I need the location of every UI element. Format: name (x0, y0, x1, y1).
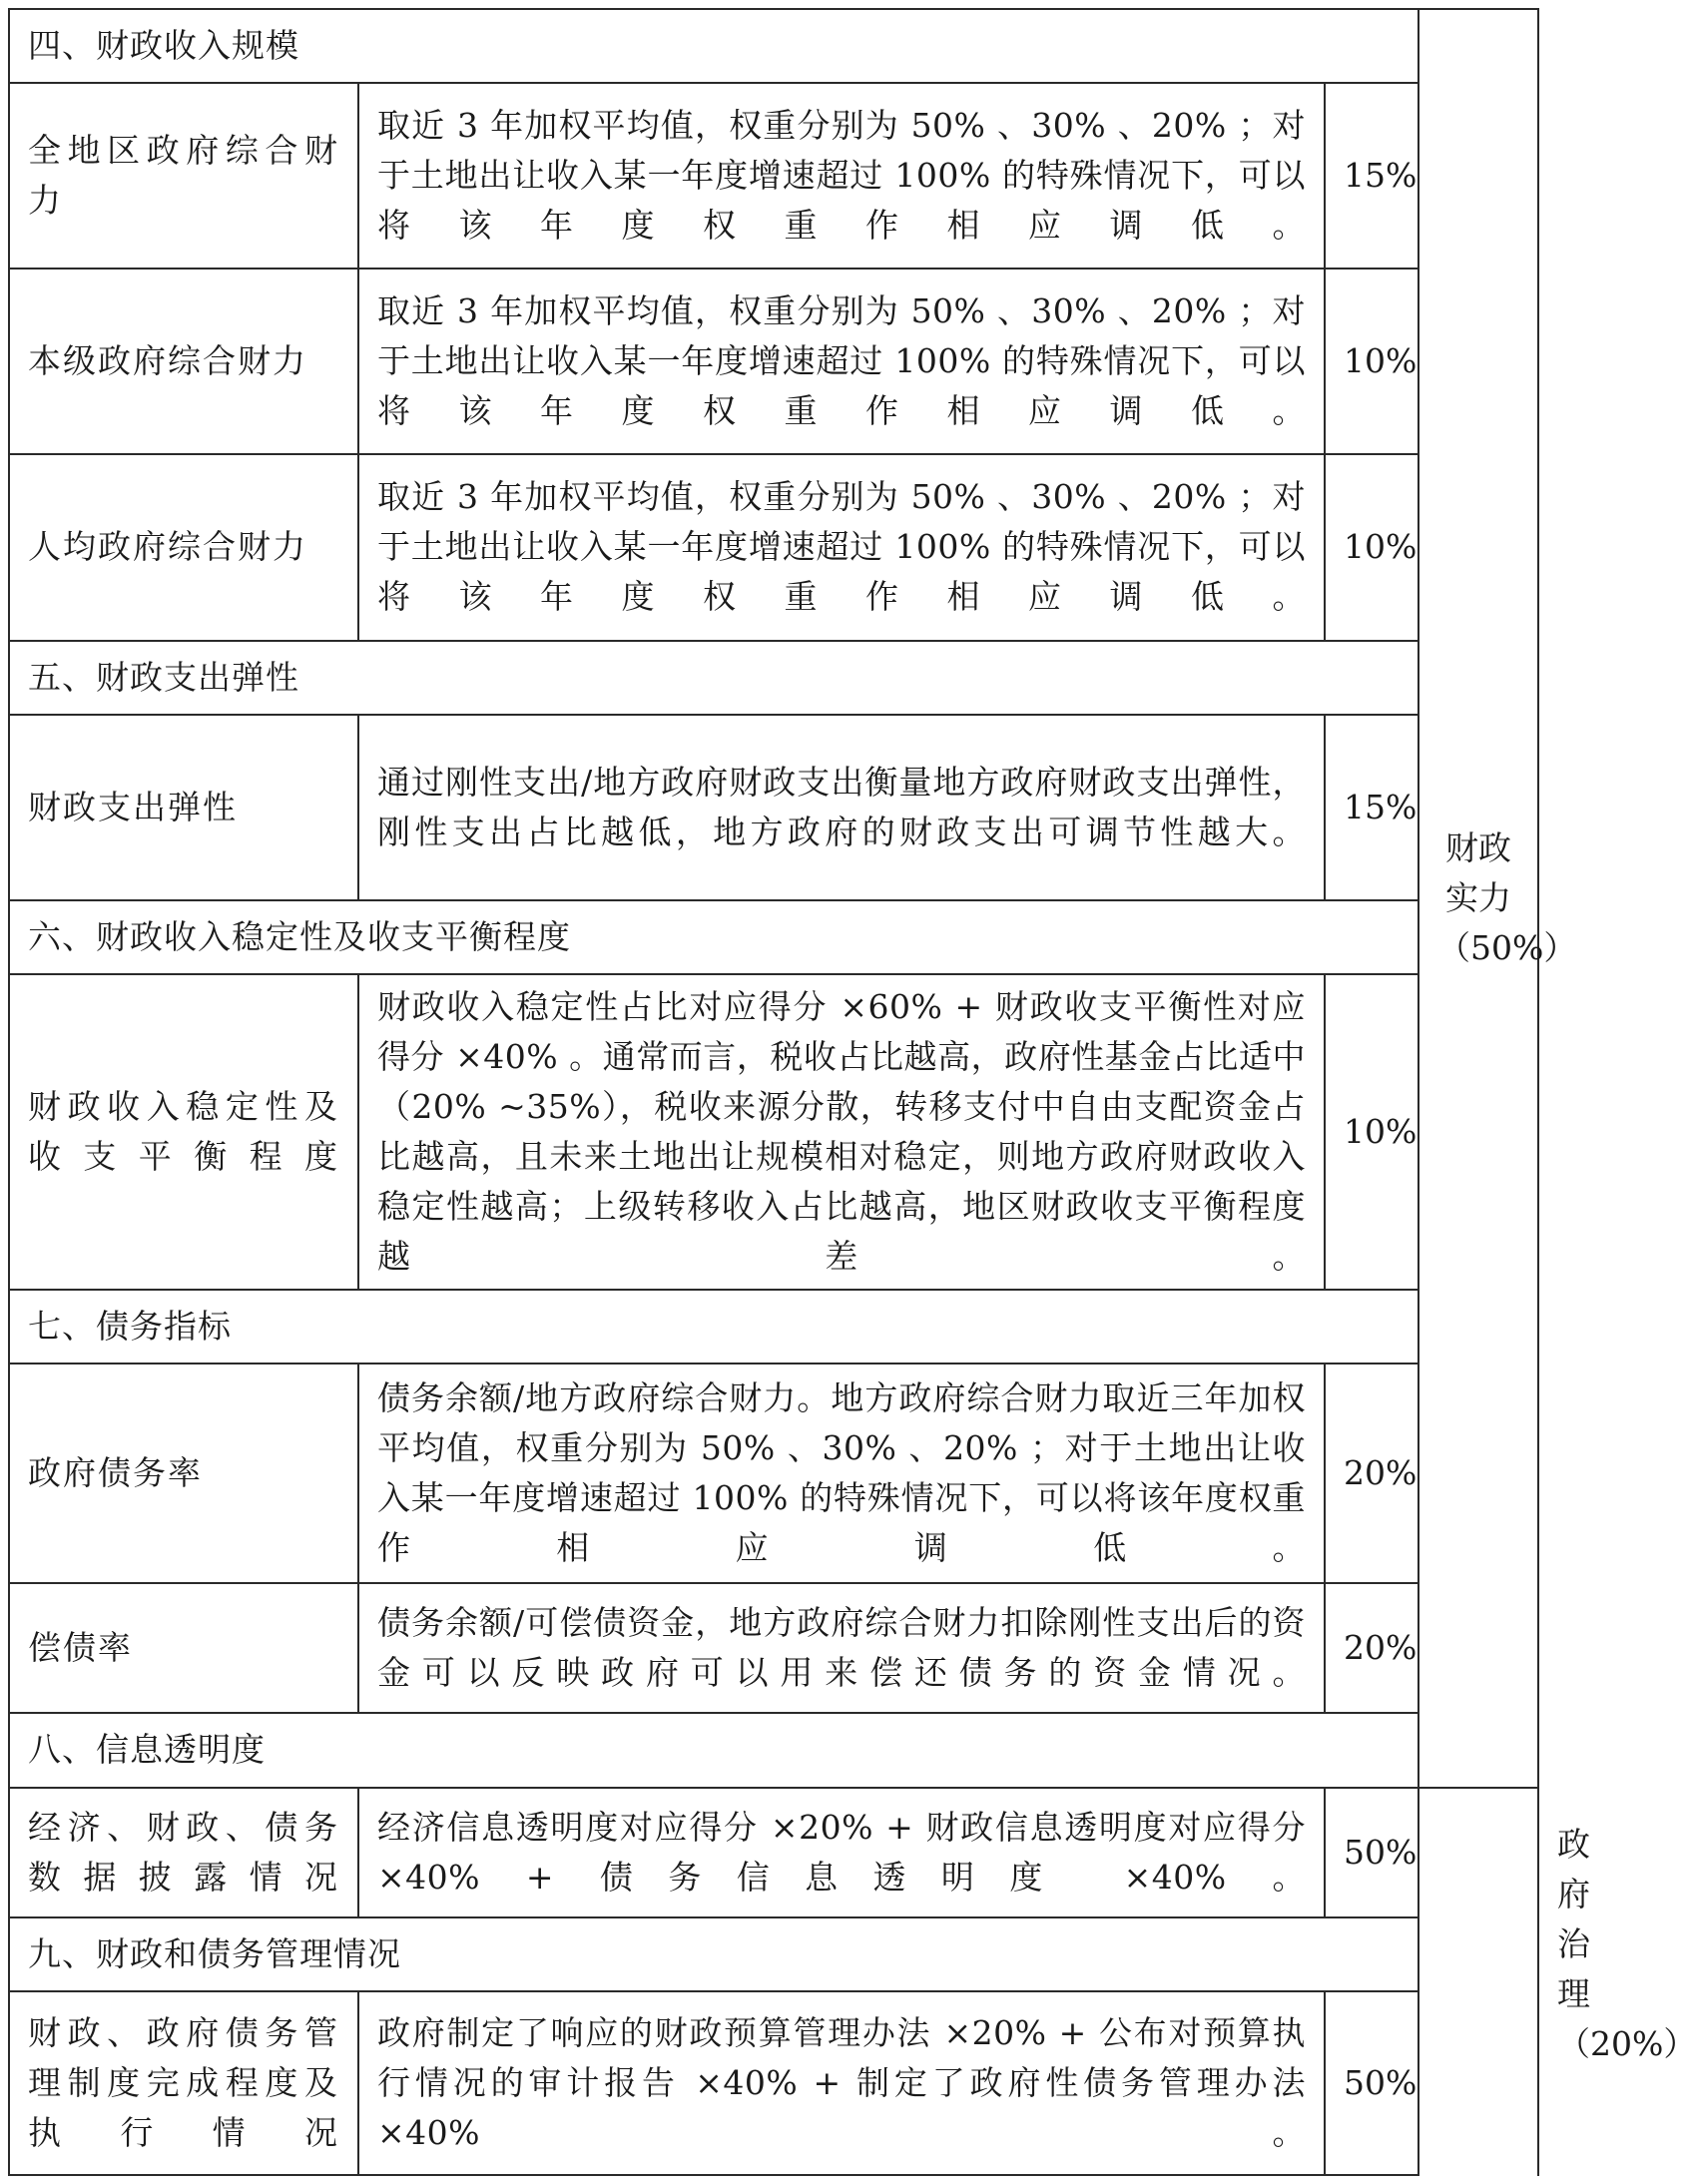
table-row (9, 715, 1538, 900)
section-header-row (9, 641, 1538, 715)
table-row (9, 454, 1538, 640)
indicator-description: 取近 3 年加权平均值，权重分别为 50% 、30% 、20% ；对于土地出让收入某一年度增速超过 100% 的特殊情况下，可以将该年度权重作相应调低。 (358, 83, 1325, 269)
indicator-name: 政府债务率 (9, 1364, 358, 1583)
indicator-description: 通过刚性支出/地方政府财政支出衡量地方政府财政支出弹性，刚性支出占比越低，地方政府的财政支出可调节性越大。 (358, 715, 1325, 900)
indicator-weight: 15% (1325, 715, 1418, 900)
indicator-name: 经济、财政、债务数据披露情况 (9, 1788, 358, 1917)
indicator-weight: 10% (1325, 269, 1418, 454)
section-header-row (9, 1917, 1538, 1991)
category-fiscal-strength (1418, 9, 1577, 1788)
indicator-weight: 20% (1325, 1364, 1418, 1583)
indicator-description: 债务余额/地方政府综合财力。地方政府综合财力取近三年加权平均值，权重分别为 50% 、30% 、20% ；对于土地出让收入某一年度增速超过 100% 的特殊情况下，可以将该年度权重作相应调低。 (358, 1364, 1325, 1583)
section-header-row (9, 9, 1538, 83)
indicator-weight: 20% (1325, 1583, 1418, 1713)
section-title: 八、信息透明度 (9, 1713, 1418, 1787)
category-weight: （50%） (1437, 927, 1577, 967)
table-row (9, 83, 1538, 269)
table-row (9, 1788, 1538, 1917)
table-row (9, 269, 1538, 454)
section-title: 九、财政和债务管理情况 (9, 1917, 1418, 1991)
table-row (9, 1583, 1538, 1713)
category-label: 财政 (1445, 827, 1512, 867)
indicator-description: 取近 3 年加权平均值，权重分别为 50% 、30% 、20% ；对于土地出让收入某一年度增速超过 100% 的特殊情况下，可以将该年度权重作相应调低。 (358, 269, 1325, 454)
indicator-name: 财政、政府债务管理制度完成程度及执行情况 (9, 1991, 358, 2175)
indicator-weight: 15% (1325, 83, 1418, 269)
indicator-table (8, 8, 1696, 2176)
indicator-name: 人均政府综合财力 (9, 454, 358, 640)
category-label: 实力 (1445, 877, 1512, 917)
table-row (9, 974, 1538, 1290)
indicator-name: 本级政府综合财力 (9, 269, 358, 454)
section-header-row (9, 900, 1538, 974)
section-title: 四、财政收入规模 (9, 9, 1418, 83)
indicator-description: 政府制定了响应的财政预算管理办法 ×20% + 公布对预算执行情况的审计报告 ×40% + 制定了政府性债务管理办法 ×40% 。 (358, 1991, 1325, 2175)
indicator-weight: 50% (1325, 1991, 1418, 2175)
indicator-description: 债务余额/可偿债资金，地方政府综合财力扣除刚性支出后的资金可以反映政府可以用来偿还债务的资金情况。 (358, 1583, 1325, 1713)
indicator-description: 经济信息透明度对应得分 ×20% + 财政信息透明度对应得分 ×40% + 债务信息透明度 ×40% 。 (358, 1788, 1325, 1917)
section-header-row (9, 1290, 1538, 1364)
indicator-description: 财政收入稳定性占比对应得分 ×60% + 财政收支平衡性对应得分 ×40% 。通常而言，税收占比越高，政府性基金占比适中（20% ~35%），税收来源分散，转移支付中自由支配资金占比越高，且未来土地出让规模相对稳定，则地方政府财政收入稳定性越高；上级转移收入占比越高，地区财政收支平衡程度越差。 (358, 974, 1325, 1290)
section-header-row: 八、信息透明度 政府 治理 （20%） (9, 1713, 1538, 1787)
indicator-weight: 50% (1325, 1788, 1418, 1917)
table-row (9, 1991, 1538, 2175)
indicator-name: 偿债率 (9, 1583, 358, 1713)
indicator-description: 取近 3 年加权平均值，权重分别为 50% 、30% 、20% ；对于土地出让收入某一年度增速超过 100% 的特殊情况下，可以将该年度权重作相应调低。 (358, 454, 1325, 640)
indicator-name: 全地区政府综合财力 (9, 83, 358, 269)
indicator-name: 财政支出弹性 (9, 715, 358, 900)
indicator-weight: 10% (1325, 454, 1418, 640)
indicator-name: 财政收入稳定性及收支平衡程度 (9, 974, 358, 1290)
table-row (9, 1364, 1538, 1583)
section-title: 五、财政支出弹性 (9, 641, 1418, 715)
section-title: 六、财政收入稳定性及收支平衡程度 (9, 900, 1418, 974)
indicator-weight: 10% (1325, 974, 1418, 1290)
section-title: 七、债务指标 (9, 1290, 1418, 1364)
